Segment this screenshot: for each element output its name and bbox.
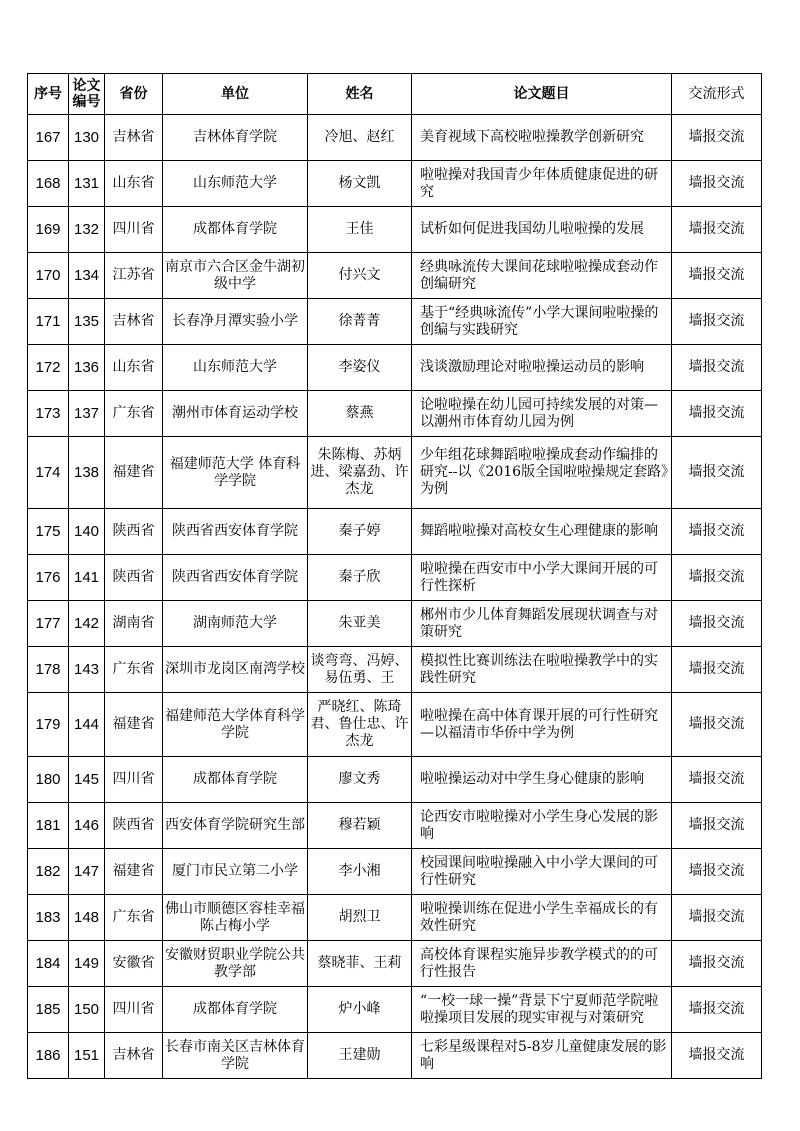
table-row	[28, 941, 762, 987]
table-row	[28, 987, 762, 1033]
cell-seq: 170	[28, 253, 69, 299]
cell-paper-title: 美育视域下高校啦啦操教学创新研究	[412, 115, 672, 161]
table-row	[28, 895, 762, 941]
cell-paper-code: 148	[69, 895, 105, 941]
cell-name: 蔡晓菲、王莉	[308, 941, 412, 987]
cell-unit: 成都体育学院	[163, 757, 308, 803]
table-row	[28, 693, 762, 757]
table-row	[28, 115, 762, 161]
cell-exchange-format: 墙报交流	[672, 207, 762, 253]
cell-exchange-format: 墙报交流	[672, 115, 762, 161]
cell-seq: 185	[28, 987, 69, 1033]
cell-paper-code: 144	[69, 693, 105, 757]
cell-exchange-format: 墙报交流	[672, 555, 762, 601]
cell-unit: 山东师范大学	[163, 345, 308, 391]
cell-seq: 176	[28, 555, 69, 601]
cell-province: 陕西省	[105, 803, 163, 849]
cell-exchange-format: 墙报交流	[672, 849, 762, 895]
cell-name: 穆若颖	[308, 803, 412, 849]
cell-unit: 福建师范大学 体育科学学院	[163, 437, 308, 509]
cell-paper-code: 143	[69, 647, 105, 693]
cell-paper-code: 145	[69, 757, 105, 803]
cell-seq: 167	[28, 115, 69, 161]
cell-seq: 186	[28, 1033, 69, 1079]
table-row	[28, 601, 762, 647]
cell-seq: 168	[28, 161, 69, 207]
cell-unit: 成都体育学院	[163, 987, 308, 1033]
cell-exchange-format: 墙报交流	[672, 803, 762, 849]
cell-name: 蔡燕	[308, 391, 412, 437]
table-row	[28, 299, 762, 345]
cell-province: 广东省	[105, 895, 163, 941]
cell-name: 炉小峰	[308, 987, 412, 1033]
cell-province: 江苏省	[105, 253, 163, 299]
cell-exchange-format: 墙报交流	[672, 601, 762, 647]
header-paper-code: 论文编号	[69, 74, 105, 115]
cell-paper-code: 149	[69, 941, 105, 987]
cell-exchange-format: 墙报交流	[672, 1033, 762, 1079]
table-row	[28, 253, 762, 299]
cell-seq: 180	[28, 757, 69, 803]
cell-paper-code: 142	[69, 601, 105, 647]
cell-seq: 182	[28, 849, 69, 895]
cell-name: 谈弯弯、冯婷、易伍勇、王	[308, 647, 412, 693]
cell-paper-code: 150	[69, 987, 105, 1033]
cell-unit: 厦门市民立第二小学	[163, 849, 308, 895]
cell-province: 四川省	[105, 207, 163, 253]
cell-exchange-format: 墙报交流	[672, 391, 762, 437]
cell-name: 胡烈卫	[308, 895, 412, 941]
cell-province: 四川省	[105, 757, 163, 803]
cell-exchange-format: 墙报交流	[672, 895, 762, 941]
table-row	[28, 555, 762, 601]
cell-exchange-format: 墙报交流	[672, 941, 762, 987]
cell-unit: 深圳市龙岗区南湾学校	[163, 647, 308, 693]
table-row	[28, 345, 762, 391]
cell-paper-title: 少年组花球舞蹈啦啦操成套动作编排的研究--以《2016版全国啦啦操规定套路》为例	[412, 437, 672, 509]
cell-name: 王建勋	[308, 1033, 412, 1079]
cell-paper-title: 校园课间啦啦操融入中小学大课间的可行性研究	[412, 849, 672, 895]
cell-unit: 西安体育学院研究生部	[163, 803, 308, 849]
cell-paper-code: 151	[69, 1033, 105, 1079]
table-row	[28, 1033, 762, 1079]
header-name: 姓名	[308, 74, 412, 115]
cell-paper-title: 试析如何促进我国幼儿啦啦操的发展	[412, 207, 672, 253]
cell-paper-title: 啦啦操在高中体育课开展的可行性研究—以福清市华侨中学为例	[412, 693, 672, 757]
cell-province: 广东省	[105, 647, 163, 693]
cell-exchange-format: 墙报交流	[672, 987, 762, 1033]
cell-paper-title: 模拟性比赛训练法在啦啦操教学中的实践性研究	[412, 647, 672, 693]
cell-exchange-format: 墙报交流	[672, 161, 762, 207]
cell-unit: 吉林体育学院	[163, 115, 308, 161]
table-row	[28, 849, 762, 895]
cell-province: 福建省	[105, 693, 163, 757]
table-row	[28, 757, 762, 803]
cell-paper-title: 浅谈激励理论对啦啦操运动员的影响	[412, 345, 672, 391]
cell-province: 福建省	[105, 849, 163, 895]
cell-paper-title: 郴州市少儿体育舞蹈发展现状调查与对策研究	[412, 601, 672, 647]
header-exchange-format: 交流形式	[672, 74, 762, 115]
table-row	[28, 509, 762, 555]
cell-province: 广东省	[105, 391, 163, 437]
cell-unit: 安徽财贸职业学院公共教学部	[163, 941, 308, 987]
cell-paper-title: 舞蹈啦啦操对高校女生心理健康的影响	[412, 509, 672, 555]
cell-paper-code: 146	[69, 803, 105, 849]
cell-province: 吉林省	[105, 1033, 163, 1079]
cell-seq: 174	[28, 437, 69, 509]
cell-province: 山东省	[105, 161, 163, 207]
cell-exchange-format: 墙报交流	[672, 345, 762, 391]
cell-name: 王佳	[308, 207, 412, 253]
cell-paper-code: 135	[69, 299, 105, 345]
cell-seq: 177	[28, 601, 69, 647]
cell-name: 付兴文	[308, 253, 412, 299]
cell-province: 陕西省	[105, 509, 163, 555]
header-paper-title: 论文题目	[412, 74, 672, 115]
cell-exchange-format: 墙报交流	[672, 693, 762, 757]
table-row	[28, 803, 762, 849]
cell-unit: 成都体育学院	[163, 207, 308, 253]
cell-paper-code: 141	[69, 555, 105, 601]
cell-paper-code: 131	[69, 161, 105, 207]
cell-paper-title: “一校一球一操”背景下宁夏师范学院啦啦操项目发展的现实审视与对策研究	[412, 987, 672, 1033]
cell-province: 四川省	[105, 987, 163, 1033]
cell-paper-title: 论啦啦操在幼儿园可持续发展的对策—以潮州市体育幼儿园为例	[412, 391, 672, 437]
cell-seq: 173	[28, 391, 69, 437]
cell-province: 吉林省	[105, 299, 163, 345]
cell-seq: 172	[28, 345, 69, 391]
cell-paper-code: 147	[69, 849, 105, 895]
cell-unit: 长春净月潭实验小学	[163, 299, 308, 345]
cell-name: 朱亚美	[308, 601, 412, 647]
header-seq: 序号	[28, 74, 69, 115]
cell-paper-code: 132	[69, 207, 105, 253]
cell-paper-code: 134	[69, 253, 105, 299]
cell-paper-title: 七彩星级课程对5-8岁儿童健康发展的影响	[412, 1033, 672, 1079]
cell-seq: 169	[28, 207, 69, 253]
cell-unit: 陕西省西安体育学院	[163, 509, 308, 555]
cell-paper-title: 经典咏流传大课间花球啦啦操成套动作创编研究	[412, 253, 672, 299]
cell-exchange-format: 墙报交流	[672, 253, 762, 299]
table-row	[28, 647, 762, 693]
cell-paper-title: 基于“经典咏流传”小学大课间啦啦操的创编与实践研究	[412, 299, 672, 345]
cell-seq: 175	[28, 509, 69, 555]
cell-province: 湖南省	[105, 601, 163, 647]
cell-exchange-format: 墙报交流	[672, 509, 762, 555]
cell-unit: 山东师范大学	[163, 161, 308, 207]
table-header-row	[28, 74, 762, 115]
table-row	[28, 437, 762, 509]
cell-exchange-format: 墙报交流	[672, 757, 762, 803]
cell-name: 秦子婷	[308, 509, 412, 555]
cell-province: 吉林省	[105, 115, 163, 161]
cell-province: 山东省	[105, 345, 163, 391]
cell-unit: 潮州市体育运动学校	[163, 391, 308, 437]
cell-name: 杨文凯	[308, 161, 412, 207]
cell-province: 安徽省	[105, 941, 163, 987]
cell-name: 秦子欣	[308, 555, 412, 601]
cell-paper-code: 130	[69, 115, 105, 161]
cell-paper-title: 啦啦操在西安市中小学大课间开展的可行性探析	[412, 555, 672, 601]
cell-exchange-format: 墙报交流	[672, 299, 762, 345]
cell-seq: 183	[28, 895, 69, 941]
cell-unit: 湖南师范大学	[163, 601, 308, 647]
cell-paper-title: 论西安市啦啦操对小学生身心发展的影响	[412, 803, 672, 849]
table-row	[28, 161, 762, 207]
cell-seq: 184	[28, 941, 69, 987]
cell-paper-code: 140	[69, 509, 105, 555]
cell-name: 李小湘	[308, 849, 412, 895]
table-row	[28, 391, 762, 437]
cell-unit: 南京市六合区金牛湖初级中学	[163, 253, 308, 299]
cell-paper-code: 136	[69, 345, 105, 391]
cell-exchange-format: 墙报交流	[672, 647, 762, 693]
cell-name: 李姿仪	[308, 345, 412, 391]
header-unit: 单位	[163, 74, 308, 115]
cell-unit: 长春市南关区吉林体育学院	[163, 1033, 308, 1079]
cell-name: 严晓红、陈琦君、鲁仕忠、许杰龙	[308, 693, 412, 757]
cell-seq: 179	[28, 693, 69, 757]
cell-name: 廖文秀	[308, 757, 412, 803]
cell-unit: 陕西省西安体育学院	[163, 555, 308, 601]
cell-exchange-format: 墙报交流	[672, 437, 762, 509]
cell-paper-code: 138	[69, 437, 105, 509]
cell-paper-title: 啦啦操训练在促进小学生幸福成长的有效性研究	[412, 895, 672, 941]
table-row	[28, 207, 762, 253]
cell-seq: 171	[28, 299, 69, 345]
cell-paper-title: 高校体育课程实施异步教学模式的的可行性报告	[412, 941, 672, 987]
cell-seq: 178	[28, 647, 69, 693]
cell-unit: 福建师范大学体育科学学院	[163, 693, 308, 757]
cell-name: 徐菁菁	[308, 299, 412, 345]
cell-province: 陕西省	[105, 555, 163, 601]
cell-paper-title: 啦啦操运动对中学生身心健康的影响	[412, 757, 672, 803]
cell-province: 福建省	[105, 437, 163, 509]
cell-seq: 181	[28, 803, 69, 849]
cell-name: 朱陈梅、苏炳进、梁嘉劲、许杰龙	[308, 437, 412, 509]
paper-exchange-table	[27, 73, 762, 1079]
header-province: 省份	[105, 74, 163, 115]
cell-unit: 佛山市顺德区容桂幸福陈占梅小学	[163, 895, 308, 941]
cell-name: 冷旭、赵红	[308, 115, 412, 161]
cell-paper-title: 啦啦操对我国青少年体质健康促进的研究	[412, 161, 672, 207]
cell-paper-code: 137	[69, 391, 105, 437]
